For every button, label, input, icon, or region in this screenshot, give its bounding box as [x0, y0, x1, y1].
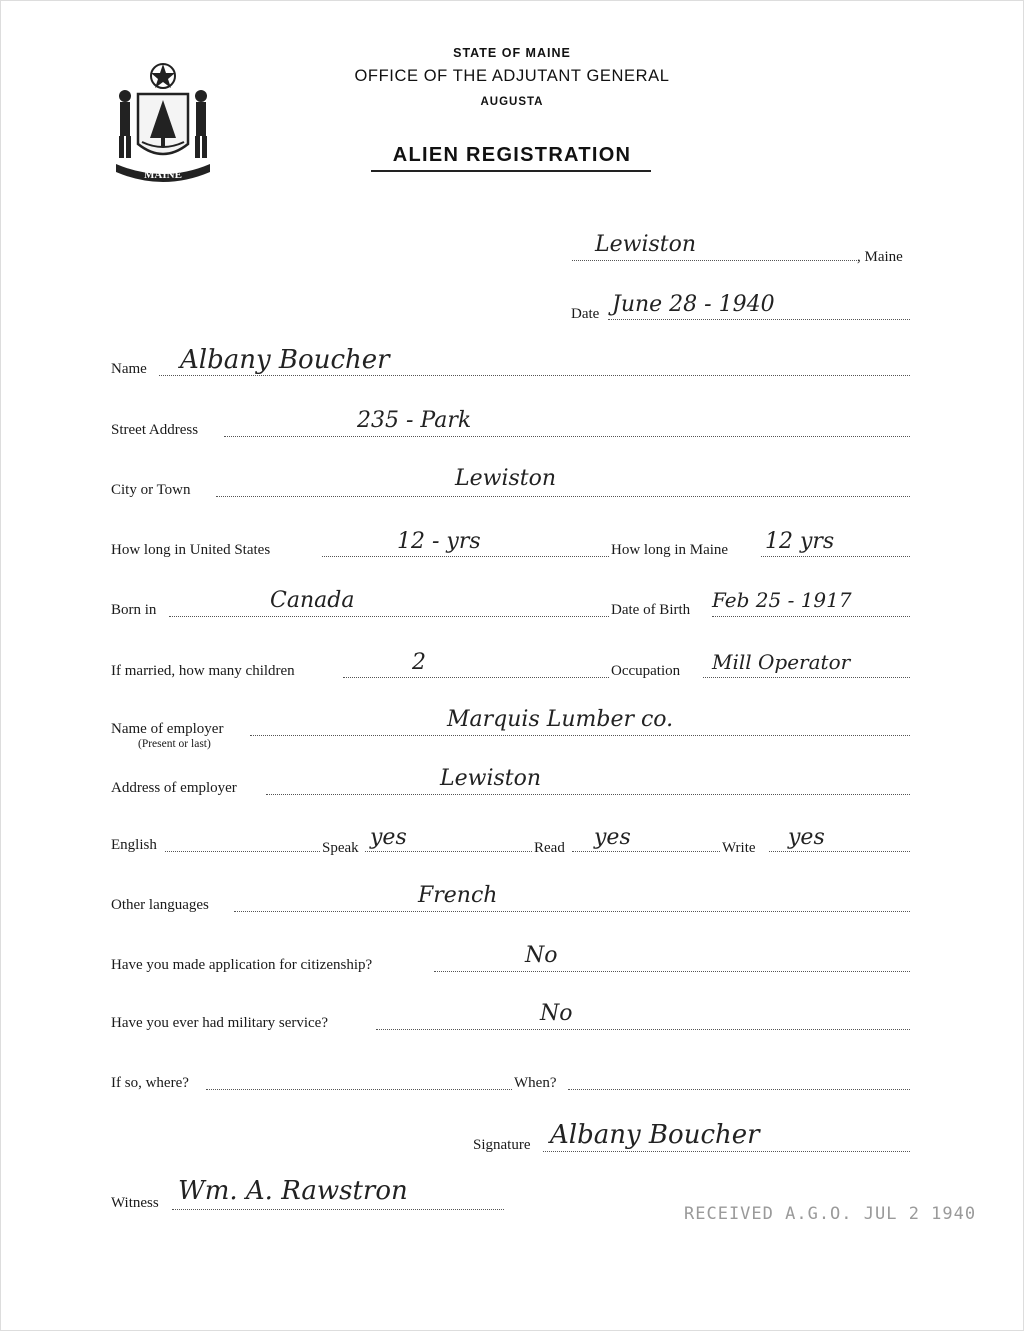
military-label: Have you ever had military service?	[111, 1015, 328, 1031]
employer-sublabel: (Present or last)	[138, 738, 211, 750]
witness-label: Witness	[111, 1195, 159, 1211]
employer-address-label: Address of employer	[111, 780, 237, 796]
form-title: ALIEN REGISTRATION	[392, 144, 632, 166]
citizenship-value[interactable]: No	[525, 943, 558, 968]
military-line	[376, 1029, 910, 1030]
military-value[interactable]: No	[540, 1001, 573, 1026]
read-value[interactable]: yes	[594, 825, 631, 850]
name-line	[159, 375, 910, 376]
me-time-value[interactable]: 12 yrs	[765, 529, 835, 554]
header-office: OFFICE OF THE ADJUTANT GENERAL	[354, 67, 670, 85]
me-time-line	[761, 556, 910, 557]
where-line	[206, 1089, 512, 1090]
witness-value[interactable]: Wm. A. Rawstron	[178, 1176, 408, 1206]
employer-address-line	[266, 794, 910, 795]
date-label: Date	[571, 306, 600, 322]
employer-value[interactable]: Marquis Lumber co.	[447, 707, 674, 732]
title-underline	[371, 170, 651, 172]
place-value[interactable]: Lewiston	[595, 232, 697, 257]
speak-value[interactable]: yes	[370, 825, 407, 850]
street-value[interactable]: 235 - Park	[357, 408, 472, 433]
read-label: Read	[534, 840, 565, 856]
received-stamp: RECEIVED A.G.O. JUL 2 1940	[684, 1204, 977, 1224]
street-label: Street Address	[111, 422, 199, 438]
employer-address-value[interactable]: Lewiston	[440, 766, 542, 791]
born-label: Born in	[111, 602, 157, 618]
occupation-label: Occupation	[611, 663, 681, 679]
dob-value[interactable]: Feb 25 - 1917	[712, 588, 852, 612]
header-state: STATE OF MAINE	[453, 46, 571, 60]
citizenship-label: Have you made application for citizenship?	[111, 957, 373, 973]
dob-label: Date of Birth	[611, 602, 691, 618]
place-label: , Maine	[857, 249, 903, 265]
write-value[interactable]: yes	[788, 825, 825, 850]
seal-text: MAINE	[144, 169, 182, 181]
write-line	[769, 851, 910, 852]
signature-label: Signature	[473, 1137, 531, 1153]
when-line	[568, 1089, 910, 1090]
street-line	[224, 436, 910, 437]
english-line	[165, 851, 320, 852]
other-lang-value[interactable]: French	[418, 883, 498, 908]
city-value[interactable]: Lewiston	[455, 466, 557, 491]
name-value[interactable]: Albany Boucher	[180, 345, 390, 375]
us-time-value[interactable]: 12 - yrs	[397, 529, 481, 554]
city-line	[216, 496, 910, 497]
us-time-line	[322, 556, 609, 557]
header-city: AUGUSTA	[480, 96, 544, 108]
place-line	[572, 260, 857, 261]
us-time-label: How long in United States	[111, 542, 271, 558]
signature-value[interactable]: Albany Boucher	[550, 1120, 760, 1150]
when-label: When?	[514, 1075, 557, 1091]
dob-line	[712, 616, 910, 617]
where-label: If so, where?	[111, 1075, 189, 1091]
city-label: City or Town	[111, 482, 191, 498]
born-line	[169, 616, 609, 617]
employer-label: Name of employer	[111, 721, 224, 737]
date-value[interactable]: June 28 - 1940	[612, 292, 775, 317]
citizenship-line	[434, 971, 910, 972]
other-lang-label: Other languages	[111, 897, 209, 913]
name-label: Name	[111, 361, 147, 377]
me-time-label: How long in Maine	[611, 542, 729, 558]
children-label: If married, how many children	[111, 663, 295, 679]
date-line	[608, 319, 910, 320]
employer-line	[250, 735, 910, 736]
write-label: Write	[722, 840, 756, 856]
speak-label: Speak	[322, 840, 359, 856]
occupation-value[interactable]: Mill Operator	[712, 650, 851, 674]
born-value[interactable]: Canada	[270, 588, 355, 613]
children-line	[343, 677, 609, 678]
read-line	[572, 851, 720, 852]
witness-line	[172, 1209, 504, 1210]
occupation-line	[703, 677, 910, 678]
other-lang-line	[234, 911, 910, 912]
english-label: English	[111, 837, 157, 853]
speak-line	[365, 851, 532, 852]
signature-line	[543, 1151, 910, 1152]
children-value[interactable]: 2	[412, 650, 426, 675]
